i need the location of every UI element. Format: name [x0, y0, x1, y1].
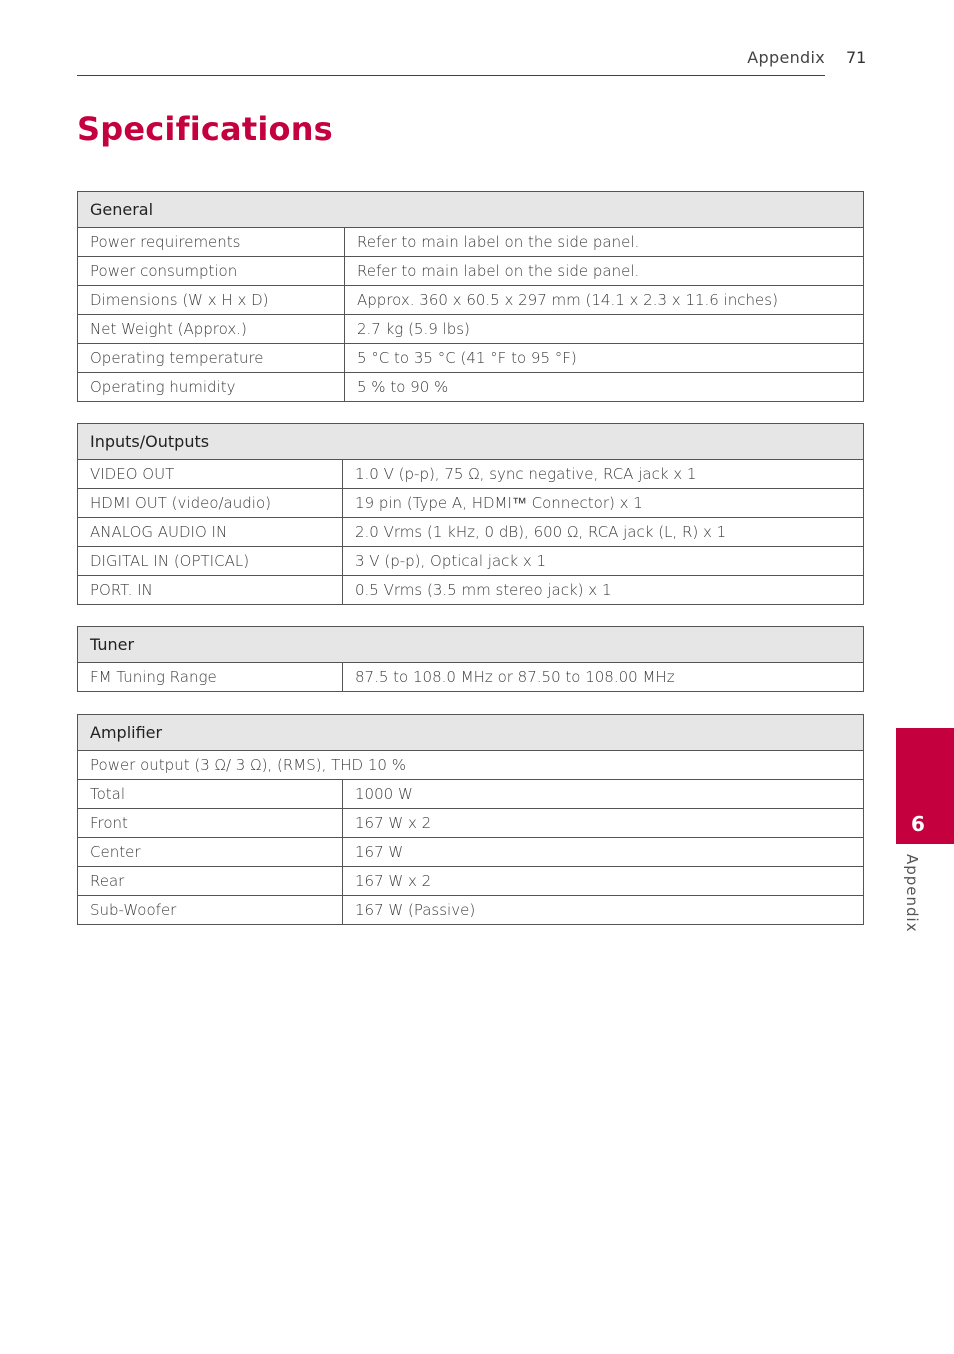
table-row — [78, 547, 864, 576]
spec-key: Center — [78, 838, 343, 867]
table-row — [78, 518, 864, 547]
spec-value: 2.7 kg (5.9 lbs) — [345, 315, 864, 344]
general-spec-table — [77, 191, 864, 402]
table-subheading-row — [78, 751, 864, 780]
spec-key: Net Weight (Approx.) — [78, 315, 345, 344]
spec-key: Rear — [78, 867, 343, 896]
spec-key: FM Tuning Range — [78, 663, 343, 692]
table-row — [78, 867, 864, 896]
header-section-label: Appendix — [747, 48, 825, 67]
spec-value: 167 W — [343, 838, 864, 867]
spec-key: VIDEO OUT — [78, 460, 343, 489]
table-heading-row — [78, 424, 864, 460]
spec-key: Total — [78, 780, 343, 809]
spec-value: 3 V (p-p), Optical jack x 1 — [343, 547, 864, 576]
table-row — [78, 489, 864, 518]
spec-key: Sub-Woofer — [78, 896, 343, 925]
spec-value: 5 °C to 35 °C (41 °F to 95 °F) — [345, 344, 864, 373]
table-row — [78, 344, 864, 373]
spec-key: Operating temperature — [78, 344, 345, 373]
table-row — [78, 780, 864, 809]
table-row — [78, 809, 864, 838]
spec-key: Operating humidity — [78, 373, 345, 402]
general-heading: General — [78, 192, 864, 228]
table-row — [78, 228, 864, 257]
table-row — [78, 576, 864, 605]
spec-value: 1.0 V (p-p), 75 Ω, sync negative, RCA jack x 1 — [343, 460, 864, 489]
amplifier-heading: Amplifier — [78, 715, 864, 751]
spec-key: Dimensions (W x H x D) — [78, 286, 345, 315]
spec-value: 0.5 Vrms (3.5 mm stereo jack) x 1 — [343, 576, 864, 605]
spec-key: DIGITAL IN (OPTICAL) — [78, 547, 343, 576]
spec-value: 2.0 Vrms (1 kHz, 0 dB), 600 Ω, RCA jack (L, R) x 1 — [343, 518, 864, 547]
table-row — [78, 315, 864, 344]
page-title: Specifications — [77, 110, 333, 148]
table-row — [78, 373, 864, 402]
tuner-heading: Tuner — [78, 627, 864, 663]
table-heading-row — [78, 192, 864, 228]
chapter-number: 6 — [911, 812, 925, 836]
spec-value: 1000 W — [343, 780, 864, 809]
table-row — [78, 460, 864, 489]
spec-value: Approx. 360 x 60.5 x 297 mm (14.1 x 2.3 x 11.6 inches) — [345, 286, 864, 315]
table-row — [78, 838, 864, 867]
page-number: 71 — [846, 48, 867, 67]
inputs-outputs-spec-table — [77, 423, 864, 605]
header-rule — [77, 75, 825, 76]
spec-value: Refer to main label on the side panel. — [345, 257, 864, 286]
table-heading-row — [78, 715, 864, 751]
spec-value: 167 W x 2 — [343, 867, 864, 896]
table-heading-row — [78, 627, 864, 663]
spec-key: Front — [78, 809, 343, 838]
spec-value: 19 pin (Type A, HDMI™ Connector) x 1 — [343, 489, 864, 518]
chapter-label: Appendix — [903, 854, 921, 933]
amplifier-subheading: Power output (3 Ω/ 3 Ω), (RMS), THD 10 % — [78, 751, 864, 780]
spec-key: PORT. IN — [78, 576, 343, 605]
inputs-outputs-heading: Inputs/Outputs — [78, 424, 864, 460]
spec-value: 87.5 to 108.0 MHz or 87.50 to 108.00 MHz — [343, 663, 864, 692]
spec-value: 167 W (Passive) — [343, 896, 864, 925]
table-row — [78, 663, 864, 692]
table-row — [78, 896, 864, 925]
spec-key: Power requirements — [78, 228, 345, 257]
spec-key: Power consumption — [78, 257, 345, 286]
table-row — [78, 286, 864, 315]
amplifier-spec-table — [77, 714, 864, 925]
tuner-spec-table — [77, 626, 864, 692]
spec-key: HDMI OUT (video/audio) — [78, 489, 343, 518]
spec-key: ANALOG AUDIO IN — [78, 518, 343, 547]
spec-value: 167 W x 2 — [343, 809, 864, 838]
table-row — [78, 257, 864, 286]
spec-value: Refer to main label on the side panel. — [345, 228, 864, 257]
spec-value: 5 % to 90 % — [345, 373, 864, 402]
